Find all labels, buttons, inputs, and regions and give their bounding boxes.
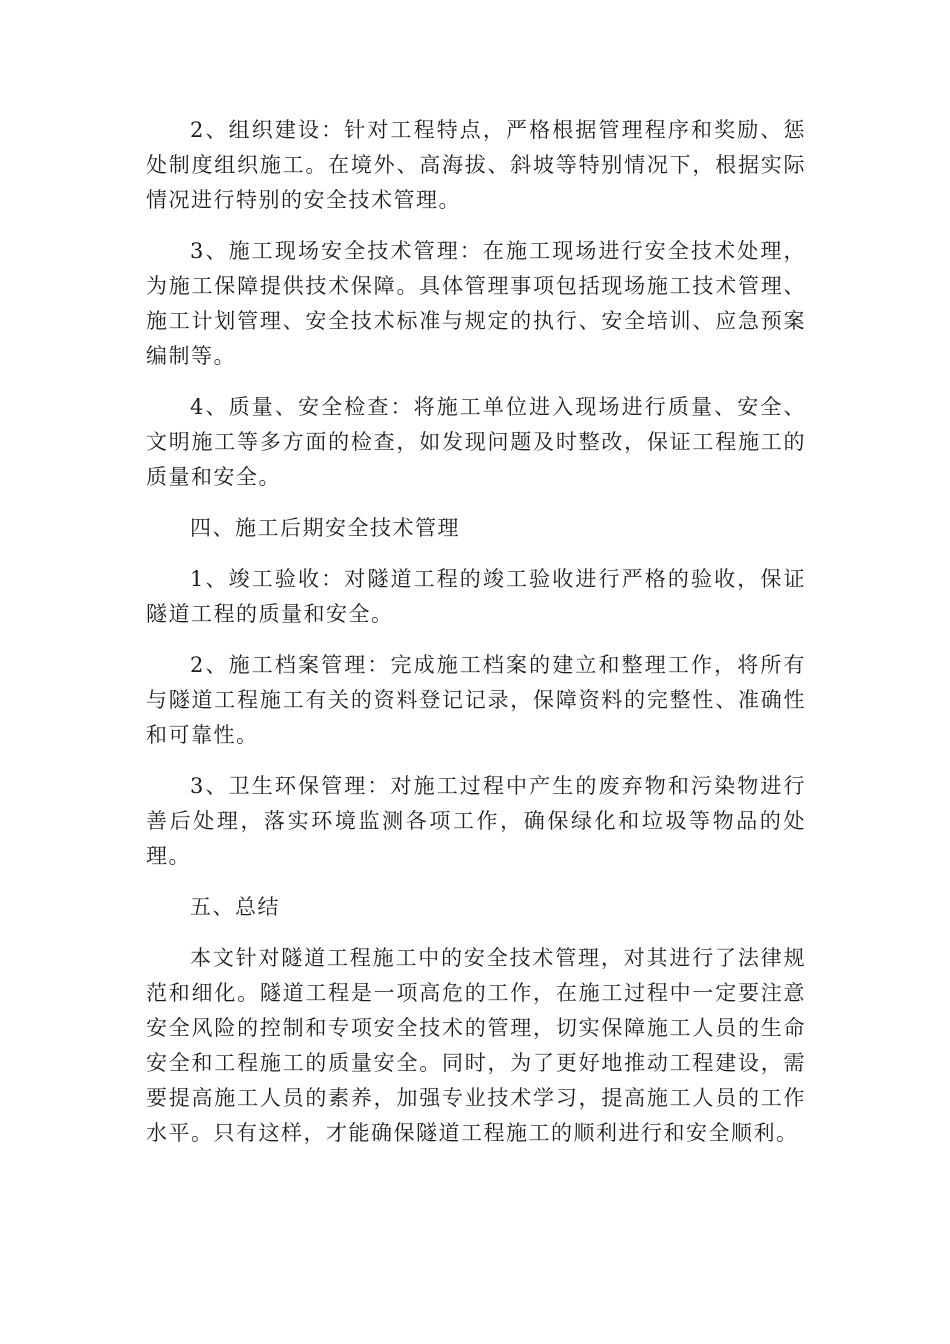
- paragraph-archive-management: 2、施工档案管理：完成施工档案的建立和整理工作，将所有与隧道工程施工有关的资料登记记录，保障资料的完整性、准确性和可靠性。: [146, 653, 806, 747]
- paragraph-summary: 本文针对隧道工程施工中的安全技术管理，对其进行了法律规范和细化。隧道工程是一项高危的工作，在施工过程中一定要注意安全风险的控制和专项安全技术的管理，切实保障施工人员的生命安全和工程施工的质量安全。同时，为了更好地推动工程建设，需要提高施工人员的素养，加强专业技术学习，提高施工人员的工作水平。只有这样，才能确保隧道工程施工的顺利进行和安全顺利。: [146, 946, 806, 1145]
- paragraph-acceptance: 1、竣工验收：对隧道工程的竣工验收进行严格的验收，保证隧道工程的质量和安全。: [146, 567, 806, 626]
- paragraph-site-management: 3、施工现场安全技术管理：在施工现场进行安全技术处理，为施工保障提供技术保障。具体管理事项包括现场施工技术管理、施工计划管理、安全技术标准与规定的执行、安全培训、应急预案编制等。: [146, 239, 806, 368]
- paragraph-organization: 2、组织建设：针对工程特点，严格根据管理程序和奖励、惩处制度组织施工。在境外、高海拔、斜坡等特别情况下，根据实际情况进行特别的安全技术管理。: [146, 118, 806, 212]
- paragraph-quality-inspection: 4、质量、安全检查：将施工单位进入现场进行质量、安全、文明施工等多方面的检查，如发现问题及时整改，保证工程施工的质量和安全。: [146, 395, 806, 489]
- section-heading-post-construction: 四、施工后期安全技术管理: [190, 516, 460, 540]
- document-body: [146, 113, 806, 1167]
- section-heading-summary: 五、总结: [190, 895, 280, 919]
- paragraph-environmental-management: 3、卫生环保管理：对施工过程中产生的废弃物和污染物进行善后处理，落实环境监测各项工作，确保绿化和垃圾等物品的处理。: [146, 774, 806, 868]
